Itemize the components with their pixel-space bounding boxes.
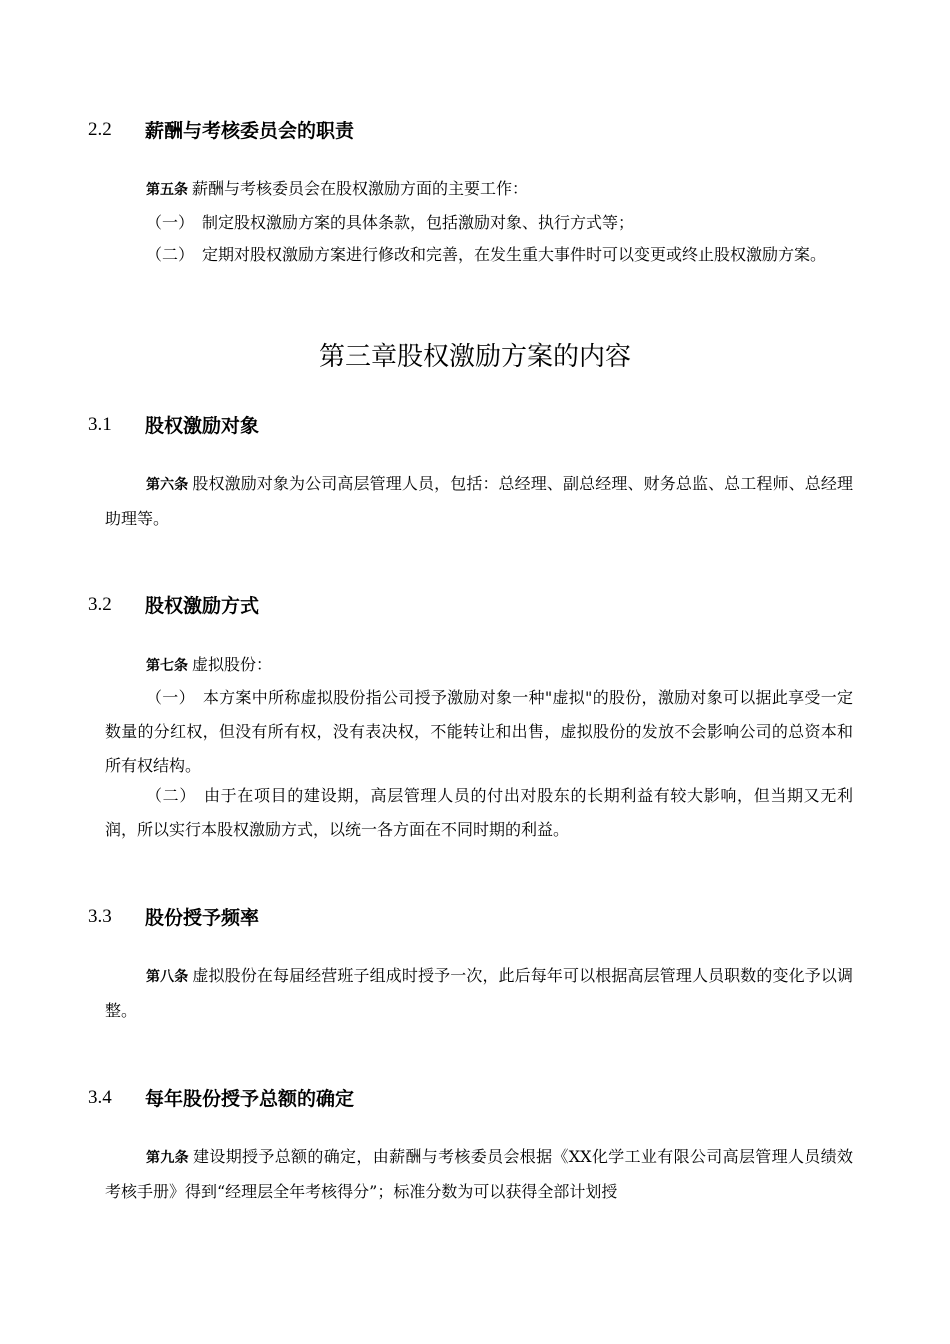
item-text: 定期对股权激励方案进行修改和完善，在发生重大事件时可以变更或终止股权激励方案。 [202, 245, 827, 264]
section-heading-3-1 [88, 411, 259, 438]
article-5-item-1 [105, 206, 853, 240]
section-number: 3.4 [88, 1086, 112, 1108]
section-heading-3-2 [88, 591, 259, 618]
item-text: 由于在项目的建设期，高层管理人员的付出对股东的长期利益有较大影响，但当期又无利润，所以实行本股权激励方式，以统一各方面在不同时期的利益。 [105, 786, 853, 839]
article-text: 薪酬与考核委员会在股权激励方面的主要工作： [192, 179, 529, 198]
article-9 [105, 1140, 853, 1209]
article-label: 第九条 [146, 1150, 190, 1166]
section-number: 2.2 [88, 118, 112, 140]
article-5-item-2 [105, 238, 853, 272]
item-text: 本方案中所称虚拟股份指公司授予激励对象一种"虚拟"的股份，激励对象可以据此享受一定数量的分红权，但没有所有权，没有表决权，不能转让和出售，虚拟股份的发放不会影响公司的总资本和所有权结构。 [105, 688, 853, 775]
article-5 [105, 172, 853, 207]
article-text: 建设期授予总额的确定，由薪酬与考核委员会根据《XX化学工业有限公司高层管理人员绩效考核手册》得到“经理层全年考核得分”；标准分数为可以获得全部计划授 [105, 1147, 853, 1201]
chapter-title: 第三章股权激励方案的内容 [318, 342, 631, 372]
article-label: 第五条 [146, 182, 188, 198]
article-7 [105, 648, 853, 683]
item-text: 制定股权激励方案的具体条款，包括激励对象、执行方式等； [202, 213, 635, 232]
section-number: 3.2 [88, 593, 112, 615]
section-heading-2-2 [88, 116, 354, 143]
section-title: 每年股份授予总额的确定 [145, 1088, 355, 1110]
section-title: 股权激励对象 [145, 415, 260, 437]
section-title: 股份授予频率 [145, 907, 260, 929]
item-marker: （一） [146, 688, 195, 707]
article-label: 第六条 [146, 477, 189, 493]
item-marker: （二） [146, 245, 195, 264]
article-6 [105, 467, 853, 536]
section-number: 3.1 [88, 413, 112, 435]
article-text: 虚拟股份： [192, 655, 273, 674]
item-marker: （一） [146, 213, 195, 232]
section-number: 3.3 [88, 905, 112, 927]
article-label: 第八条 [146, 969, 189, 985]
article-text: 虚拟股份在每届经营班子组成时授予一次，此后每年可以根据高层管理人员职数的变化予以调整。 [105, 966, 853, 1020]
article-text: 股权激励对象为公司高层管理人员，包括：总经理、副总经理、财务总监、总工程师、总经理助理等。 [105, 474, 853, 528]
section-title: 薪酬与考核委员会的职责 [145, 120, 355, 142]
article-8 [105, 959, 853, 1028]
item-marker: （二） [146, 786, 196, 805]
article-7-item-2 [105, 779, 853, 847]
section-heading-3-4 [88, 1084, 354, 1111]
section-title: 股权激励方式 [145, 595, 260, 617]
section-heading-3-3 [88, 903, 259, 930]
article-label: 第七条 [146, 658, 188, 674]
article-7-item-1 [105, 681, 853, 783]
